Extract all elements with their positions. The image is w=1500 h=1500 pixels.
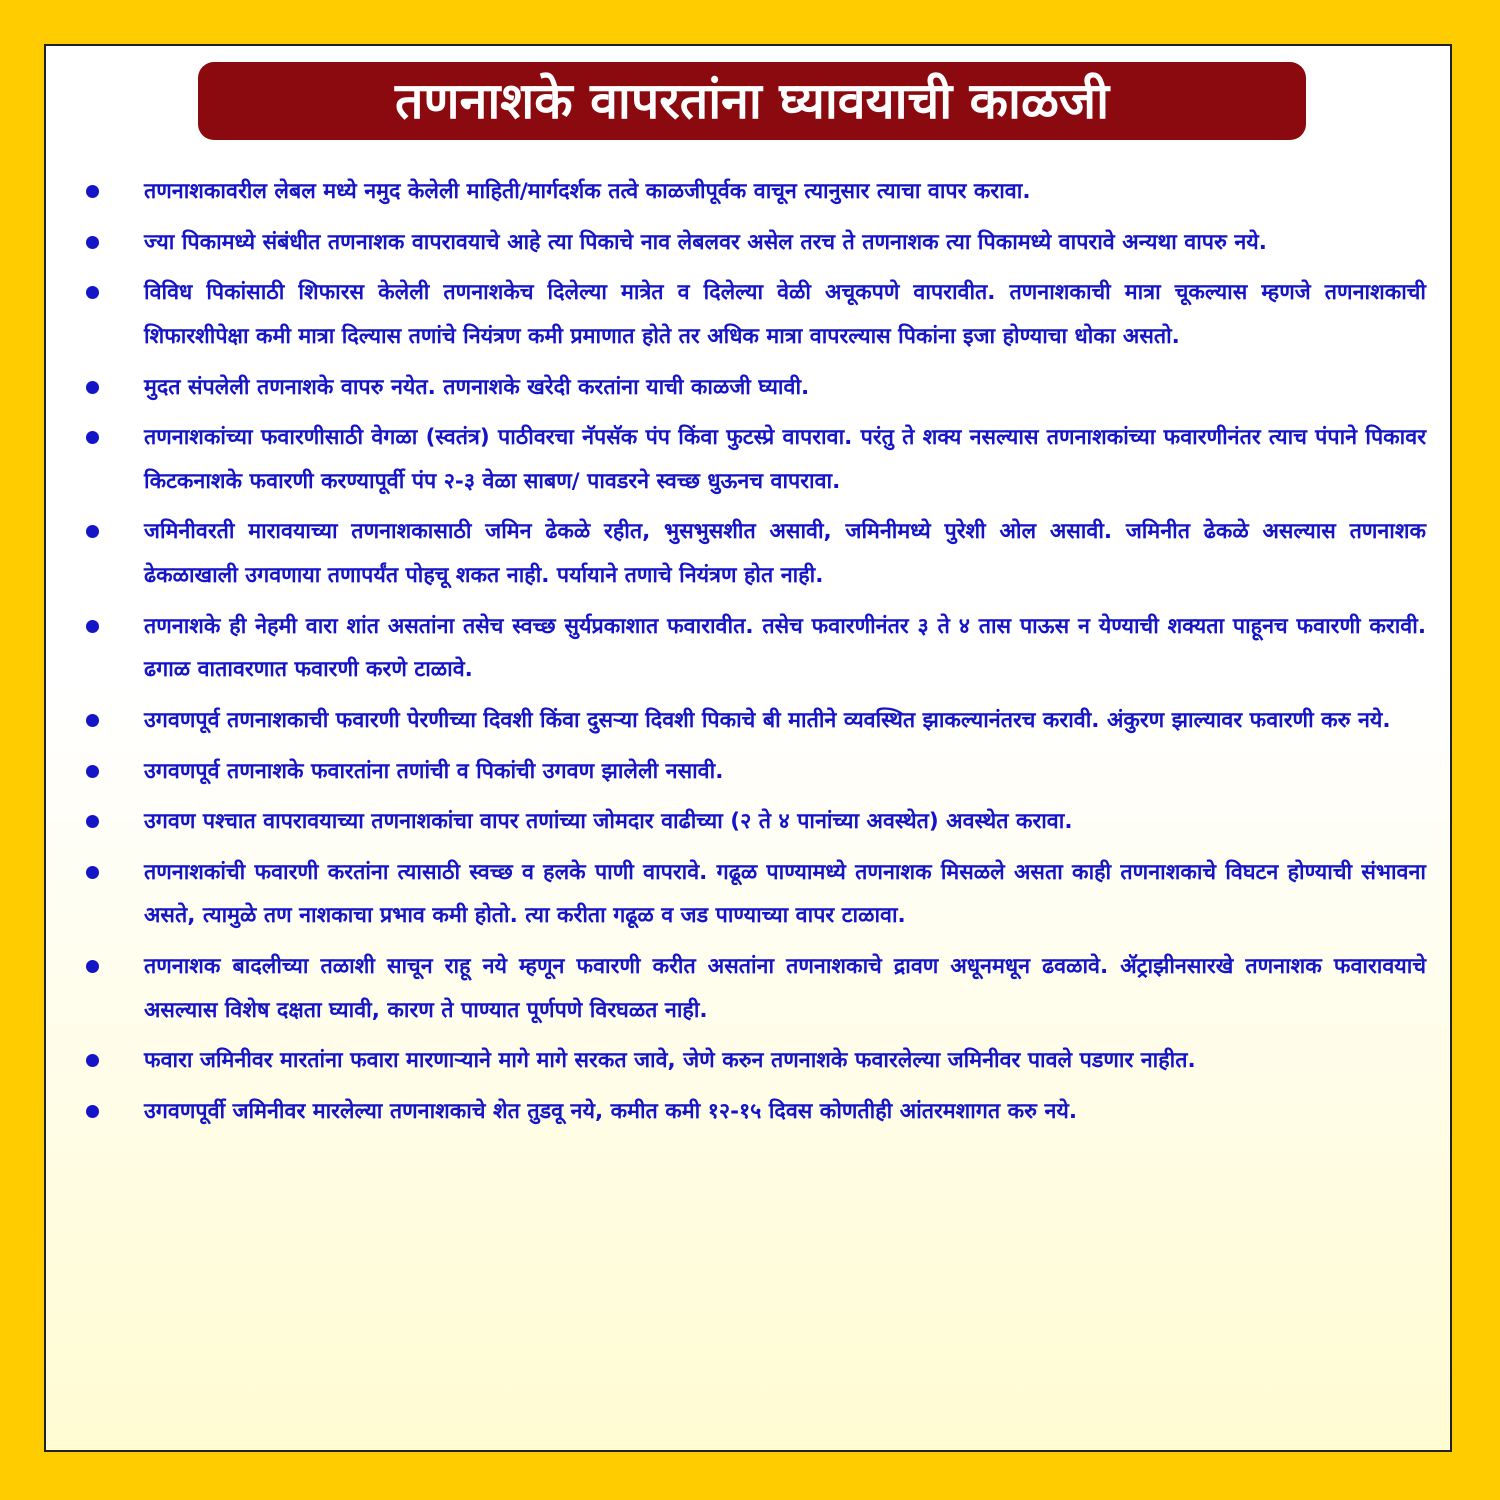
list-item-text: जमिनीवरती मारावयाच्या तणनाशकासाठी जमिन ढेकळे रहीत, भुसभुसशीत असावी, जमिनीमध्ये पुरेशी ओल असावी. जमिनीत ढेकळे असल्यास तणनाशक ढेकळाखाली उगवणाया तणापर्यंत पोहचू शकत नाही. पर्यायाने तणाचे नियंत्रण होत नाही.	[144, 519, 1426, 588]
bullet-icon	[86, 714, 99, 727]
bullet-icon	[86, 431, 99, 444]
bullet-icon	[86, 286, 99, 299]
list-item	[86, 510, 1426, 597]
bullet-icon	[86, 1054, 99, 1067]
list-item-text: तणनाशके ही नेहमी वारा शांत असतांना तसेच स्वच्छ सुर्यप्रकाशात फवारावीत. तसेच फवारणीनंतर ३ ते ४ तास पाऊस न येण्याची शक्यता पाहूनच फवारणी करावी. ढगाळ वातावरणात फवारणी करणे टाळावे.	[144, 613, 1426, 683]
list-item-text: मुदत संपलेली तणनाशके वापरु नयेत. तणनाशके खरेदी करतांना याची काळजी घ्यावी.	[144, 374, 810, 400]
content-panel	[44, 44, 1452, 1452]
list-item	[86, 699, 1426, 743]
list-item	[86, 945, 1426, 1032]
bullet-icon	[86, 815, 99, 828]
bullet-icon	[86, 866, 99, 879]
bullet-icon	[86, 185, 99, 198]
list-item-text: विविध पिकांसाठी शिफारस केलेली तणनाशकेच दिलेल्या मात्रेत व दिलेल्या वेळी अचूकपणे वापरावीत. तणनाशकाची मात्रा चूकल्यास म्हणजे तणनाशकाची शिफारशीपेक्षा कमी मात्रा दिल्यास तणांचे नियंत्रण कमी प्रमाणात होते तर अधिक मात्रा वापरल्यास पिकांना इजा होण्याचा धोका असतो.	[144, 280, 1426, 349]
list-item-text: ज्या पिकामध्ये संबंधीत तणनाशक वापरावयाचे आहे त्या पिकाचे नाव लेबलवर असेल तरच ते तणनाशक त्या पिकामध्ये वापरावे अन्यथा वापरु नये.	[144, 229, 1267, 255]
list-item	[86, 416, 1426, 503]
list-item-text: तणनाशकावरील लेबल मध्ये नमुद केलेली माहिती/मार्गदर्शक तत्वे काळजीपूर्वक वाचून त्यानुसार त्याचा वापर करावा.	[144, 179, 1031, 204]
list-item-text: फवारा जमिनीवर मारतांना फवारा मारणाऱ्याने मागे मागे सरकत जावे, जेणे करुन तणनाशके फवारलेल्या जमिनीवर पावले पडणार नाहीत.	[144, 1048, 1196, 1074]
title-banner	[198, 62, 1306, 140]
bullet-icon	[86, 620, 99, 633]
list-item-text: तणनाशकांची फवारणी करतांना त्यासाठी स्वच्छ व हलके पाणी वापरावे. गढूळ पाण्यामध्ये तणनाशक मिसळले असता काही तणनाशकाचे विघटन होण्याची संभावना असते, त्यामुळे तण नाशकाचा प्रभाव कमी होतो. त्या करीता गढूळ व जड पाण्याच्या वापर टाळावा.	[144, 859, 1426, 929]
list-item	[86, 1039, 1426, 1083]
bullet-icon	[86, 765, 99, 778]
list-item	[86, 170, 1426, 214]
list-item-text: उगवणपूर्व तणनाशके फवारतांना तणांची व पिकांची उगवण झालेली नसावी.	[144, 758, 724, 784]
bullet-icon	[86, 1105, 99, 1118]
list-item-text: उगवणपूर्व तणनाशकाची फवारणी पेरणीच्या दिवशी किंवा दुसऱ्या दिवशी पिकाचे बी मातीने व्यवस्थित झाकल्यानंतरच करावी. अंकुरण झाल्यावर फवारणी करु नये.	[144, 707, 1391, 733]
list-item	[86, 851, 1426, 938]
list-item	[86, 221, 1426, 265]
list-item-text: तणनाशक बादलीच्या तळाशी साचून राहू नये म्हणून फवारणी करीत असतांना तणनाशकाचे द्रावण अधूनमधून ढवळावे. ॲट्राझीनसारखे तणनाशक फवारावयाचे असल्यास विशेष दक्षता घ्यावी, कारण ते पाण्यात पूर्णपणे विरघळत नाही.	[144, 954, 1426, 1023]
bullet-icon	[86, 381, 99, 394]
list-item-text: तणनाशकांच्या फवारणीसाठी वेगळा (स्वतंत्र) पाठीवरचा नॅपसॅक पंप किंवा फुटस्प्रे वापरावा. परंतु ते शक्य नसल्यास तणनाशकांच्या फवारणीनंतर त्याच पंपाने पिकावर किटकनाशके फवारणी करण्यापूर्वी पंप २-३ वेळा साबण/ पावडरने स्वच्छ धुऊनच वापरावा.	[144, 425, 1426, 494]
list-item	[86, 605, 1426, 692]
precautions-list	[86, 170, 1426, 1141]
list-item	[86, 800, 1426, 844]
list-item	[86, 750, 1426, 794]
page-title: तणनाशके वापरतांना घ्यावयाची काळजी	[394, 72, 1110, 130]
list-item	[86, 366, 1426, 410]
list-item-text: उगवणपूर्वी जमिनीवर मारलेल्या तणनाशकाचे शेत तुडवू नये, कमीत कमी १२-१५ दिवस कोणतीही आंतरमशागत करु नये.	[144, 1098, 1078, 1124]
bullet-icon	[86, 525, 99, 538]
list-item	[86, 1090, 1426, 1134]
list-item-text: उगवण पश्चात वापरावयाच्या तणनाशकांचा वापर तणांच्या जोमदार वाढीच्या (२ ते ४ पानांच्या अवस्थेत) अवस्थेत करावा.	[144, 809, 1073, 835]
list-item	[86, 271, 1426, 358]
bullet-icon	[86, 236, 99, 249]
bullet-icon	[86, 960, 99, 973]
